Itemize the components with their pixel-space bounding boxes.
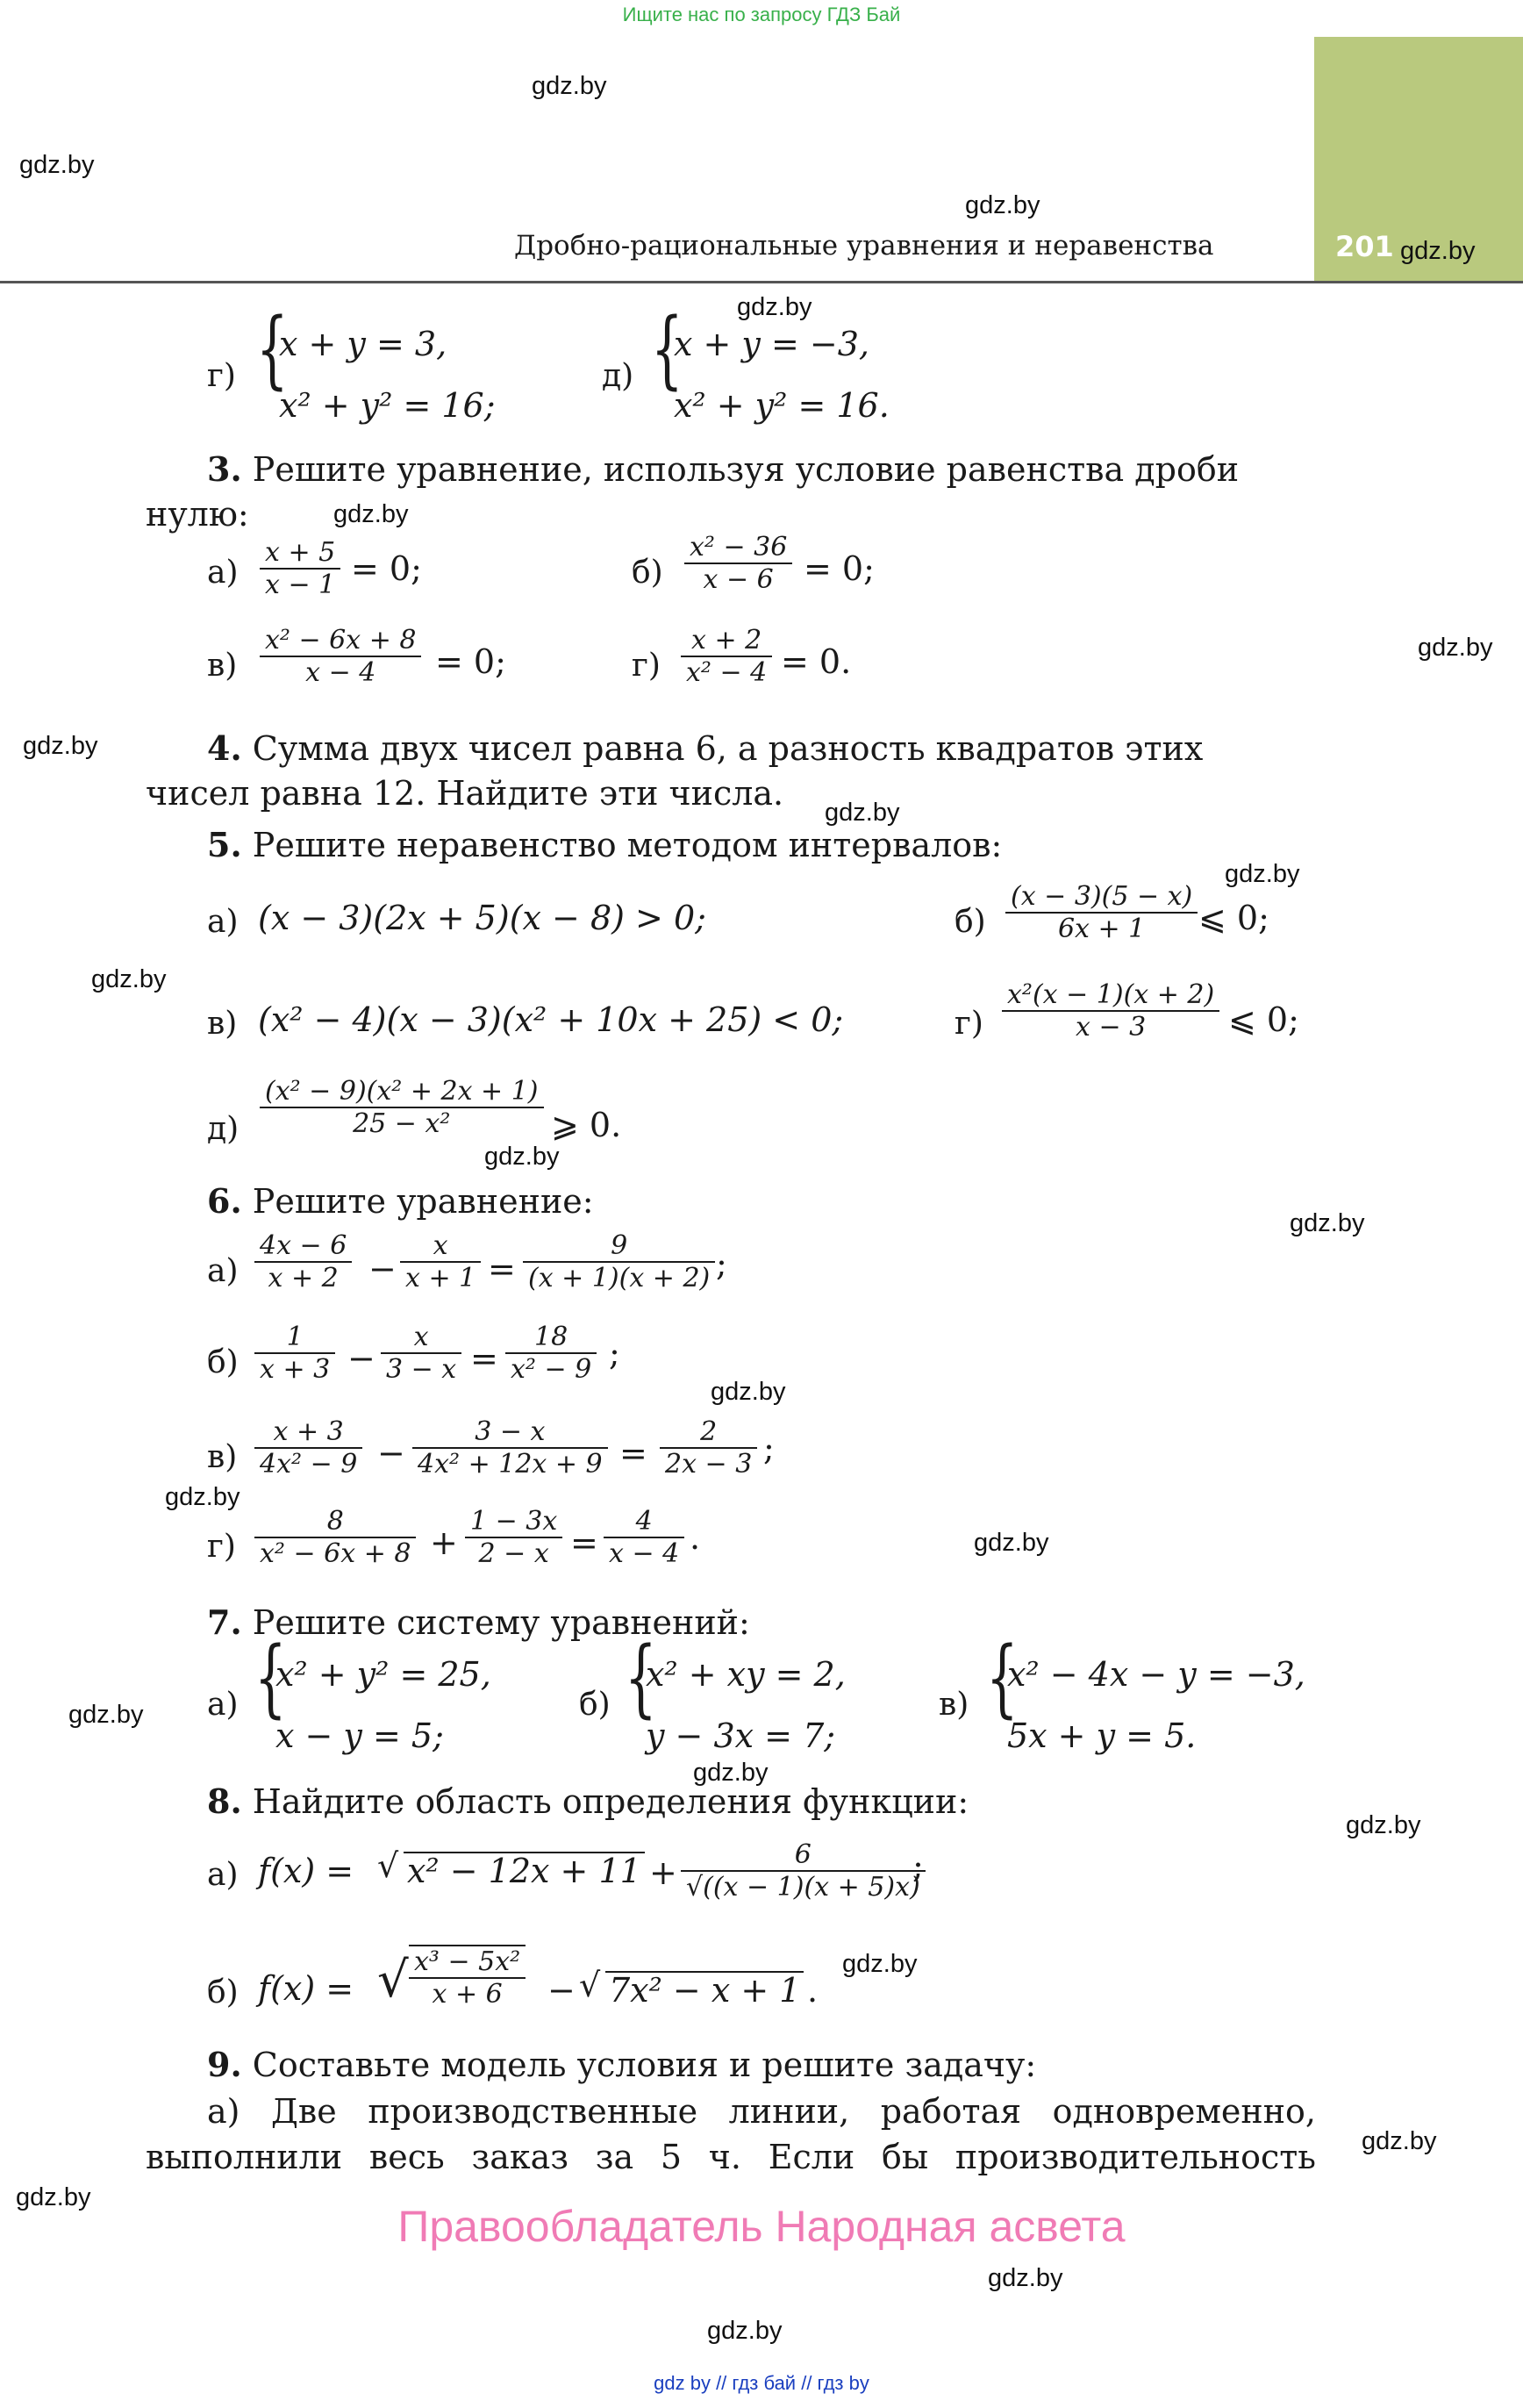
fraction: $\frac{x}{x + 1}$: [400, 1230, 481, 1294]
task5-g-label: г): [955, 1006, 983, 1042]
task3-b-label: б): [632, 555, 663, 591]
task8-b-sqrt2: 7x² − x + 1: [605, 1971, 804, 2010]
fraction: $\frac{(x - 3)(5 - x)}{6x + 1}$: [1005, 881, 1198, 944]
task3-title-line1: 3. Решите уравнение, используя условие равенства дроби: [207, 449, 1240, 489]
task7-a-label: а): [207, 1687, 239, 1723]
copyright-notice: Правообладатель Народная асвета: [397, 2202, 1126, 2251]
task3-v-label: в): [207, 648, 238, 684]
fraction: $\frac{\text{x² − 6x + 8}}{x - 4}$: [260, 625, 421, 688]
task7-b-eq2: y − 3x = 7;: [646, 1716, 836, 1755]
fraction: $\frac{\text{x²(x − 1)(x + 2)}}{x - 3}$: [1002, 979, 1219, 1043]
punct: ;: [912, 1846, 924, 1885]
page-number: 201: [1335, 230, 1394, 263]
operator: =: [619, 1434, 647, 1473]
task6-a-label: а): [207, 1253, 239, 1289]
task7-v-label: в): [939, 1687, 969, 1723]
task3-b-rhs: = 0;: [804, 549, 875, 588]
task7-v-eq1: x² − 4x − y = −3,: [1007, 1655, 1305, 1694]
watermark: gdz.by: [165, 1483, 240, 1511]
task8-a-sqrt: x² − 12x + 11: [404, 1852, 645, 1890]
watermark: gdz.by: [707, 2317, 783, 2345]
fraction: $\frac{x + 2}{\text{x² − 4}}$: [681, 625, 772, 688]
page-header-title: Дробно-рациональные уравнения и неравенства: [514, 230, 1214, 262]
task7-title: 7. Решите систему уравнений:: [207, 1602, 750, 1642]
operator: +: [430, 1523, 458, 1562]
task9-line2: выполнили весь заказ за 5 ч. Если бы производительность: [146, 2138, 1316, 2176]
task8-b-lhs: f(x) =: [258, 1969, 354, 2008]
fraction: $\frac{2}{2x - 3}$: [660, 1416, 757, 1480]
task6-b-label: б): [207, 1344, 239, 1380]
operator: −: [377, 1434, 405, 1473]
watermark: gdz.by: [1362, 2127, 1437, 2155]
operator: +: [649, 1853, 677, 1892]
fraction: $\frac{8}{\text{x² − 6x + 8}}$: [254, 1506, 416, 1569]
task3-a-label: а): [207, 555, 239, 591]
task7-v-eq2: 5x + y = 5.: [1007, 1716, 1197, 1755]
watermark: gdz.by: [16, 2183, 91, 2211]
fraction: $\frac{4}{x - 4}$: [604, 1506, 684, 1569]
task6-title: 6. Решите уравнение:: [207, 1181, 594, 1221]
task2-d-eq1: x + y = −3,: [674, 325, 869, 363]
operator: −: [347, 1339, 375, 1378]
watermark: gdz.by: [693, 1759, 769, 1787]
task9-title: 9. Составьте модель условия и решите задачу:: [207, 2045, 1037, 2084]
task7-a-eq2: x − y = 5;: [275, 1716, 444, 1755]
watermark: gdz.by: [1290, 1209, 1365, 1237]
task9-line1: а) Две производственные линии, работая одновременно,: [207, 2092, 1316, 2131]
punct: ;: [763, 1429, 775, 1467]
brace: {: [256, 300, 289, 398]
watermark: gdz.by: [19, 151, 95, 179]
watermark: gdz.by: [737, 293, 812, 321]
operator: =: [570, 1523, 598, 1562]
fraction: $\frac{\text{x² − 36}}{x - 6}$: [684, 532, 792, 595]
punct: ;: [609, 1334, 620, 1372]
watermark: gdz.by: [1346, 1811, 1421, 1839]
sqrt-sign: √: [377, 1846, 399, 1885]
task3-title-line2: нулю:: [146, 495, 249, 534]
task4-line2: чисел равна 12. Найдите эти числа.: [146, 774, 784, 813]
task4-line1: 4. Сумма двух чисел равна 6, а разность квадратов этих: [207, 728, 1204, 768]
fraction: $\frac{\text{x³ − 5x²}}{x + 6}$: [409, 1945, 526, 2010]
watermark: gdz.by: [965, 191, 1040, 219]
fraction: $\frac{4x - 6}{x + 2}$: [254, 1230, 352, 1294]
task8-b-label: б): [207, 1974, 239, 2010]
task7-a-eq1: x² + y² = 25,: [275, 1655, 491, 1694]
task5-d-label: д): [207, 1111, 240, 1147]
brace: {: [625, 1629, 657, 1727]
task2-g-eq2: x² + y² = 16;: [279, 386, 496, 425]
fraction: $\frac{1}{x + 3}$: [254, 1322, 335, 1385]
task5-d-rhs: ⩾ 0.: [551, 1106, 622, 1144]
fraction: $\frac{x + 3}{\text{4x² − 9}}$: [254, 1416, 362, 1480]
task5-v-expr: (x² − 4)(x − 3)(x² + 10x + 25) < 0;: [258, 1000, 844, 1039]
watermark: gdz.by: [1225, 860, 1300, 888]
task5-b-label: б): [955, 904, 986, 940]
punct: ;: [716, 1244, 727, 1283]
watermark: gdz.by: [484, 1143, 560, 1171]
fraction: $\frac{1 - 3x}{2 - x}$: [465, 1506, 562, 1569]
punct: .: [807, 1971, 819, 2010]
task5-b-rhs: ⩽ 0;: [1198, 899, 1269, 937]
task8-a-label: а): [207, 1857, 239, 1893]
fraction: $\frac{6}{√((x - 1)(x + 5)x)}$: [681, 1839, 926, 1903]
sqrt-sign: √: [377, 1952, 409, 2009]
punct: .: [690, 1518, 701, 1557]
task6-g-label: г): [207, 1529, 236, 1565]
task3-a-rhs: = 0;: [351, 549, 422, 588]
task2-d-label: д): [602, 358, 634, 394]
fraction: $\frac{9}{(x + 1)(x + 2)}$: [523, 1230, 715, 1294]
task2-g-label: г): [207, 358, 236, 394]
task3-g-label: г): [632, 648, 661, 684]
bottom-banner[interactable]: gdz by // гдз бай // гдз by: [654, 2372, 869, 2394]
watermark: gdz.by: [333, 500, 409, 528]
brace: {: [986, 1629, 1019, 1727]
fraction: $\frac{x}{3 - x}$: [381, 1322, 461, 1385]
fraction: $\frac{x + 5}{x - 1}$: [260, 537, 340, 600]
watermark: gdz.by: [974, 1529, 1049, 1557]
watermark: gdz.by: [91, 965, 167, 993]
task5-title: 5. Решите неравенство методом интервалов:: [207, 825, 1003, 864]
fraction: $\frac{3 - x}{\text{4x² + 12x + 9}}$: [412, 1416, 608, 1480]
task7-b-label: б): [579, 1687, 611, 1723]
task5-v-label: в): [207, 1006, 238, 1042]
operator: =: [470, 1339, 498, 1378]
operator: −: [547, 1971, 576, 2010]
watermark: gdz.by: [23, 732, 98, 760]
operator: =: [488, 1250, 516, 1288]
top-banner[interactable]: Ищите нас по запросу ГДЗ Бай: [622, 4, 901, 25]
task3-g-rhs: = 0.: [781, 642, 852, 681]
brace: {: [254, 1629, 287, 1727]
watermark: gdz.by: [1400, 237, 1476, 265]
watermark: gdz.by: [68, 1701, 144, 1729]
operator: −: [368, 1250, 397, 1288]
task5-g-rhs: ⩽ 0;: [1228, 1000, 1299, 1039]
task8-title: 8. Найдите область определения функции:: [207, 1781, 969, 1821]
watermark: gdz.by: [1418, 634, 1493, 662]
task8-a-lhs: f(x) =: [258, 1852, 354, 1890]
watermark: gdz.by: [532, 72, 607, 100]
watermark: gdz.by: [988, 2264, 1063, 2292]
fraction: $\frac{18}{\text{x² − 9}}$: [505, 1322, 597, 1385]
task2-g-eq1: x + y = 3,: [279, 325, 447, 363]
task7-b-eq1: x² + xy = 2,: [646, 1655, 846, 1694]
sqrt-sign: √: [579, 1966, 601, 2004]
fraction: $\frac{\text{(x² − 9)(x² + 2x + 1)}}{\text{25 − x²}}$: [260, 1076, 544, 1139]
brace: {: [651, 300, 683, 398]
task2-d-eq2: x² + y² = 16.: [674, 386, 890, 425]
task6-v-label: в): [207, 1439, 238, 1475]
watermark: gdz.by: [842, 1950, 918, 1978]
task5-a-label: а): [207, 904, 239, 940]
task5-a-expr: (x − 3)(2x + 5)(x − 8) > 0;: [258, 899, 706, 937]
task3-v-rhs: = 0;: [435, 642, 506, 681]
watermark: gdz.by: [825, 799, 900, 827]
header-divider: [0, 281, 1523, 283]
watermark: gdz.by: [711, 1378, 786, 1406]
